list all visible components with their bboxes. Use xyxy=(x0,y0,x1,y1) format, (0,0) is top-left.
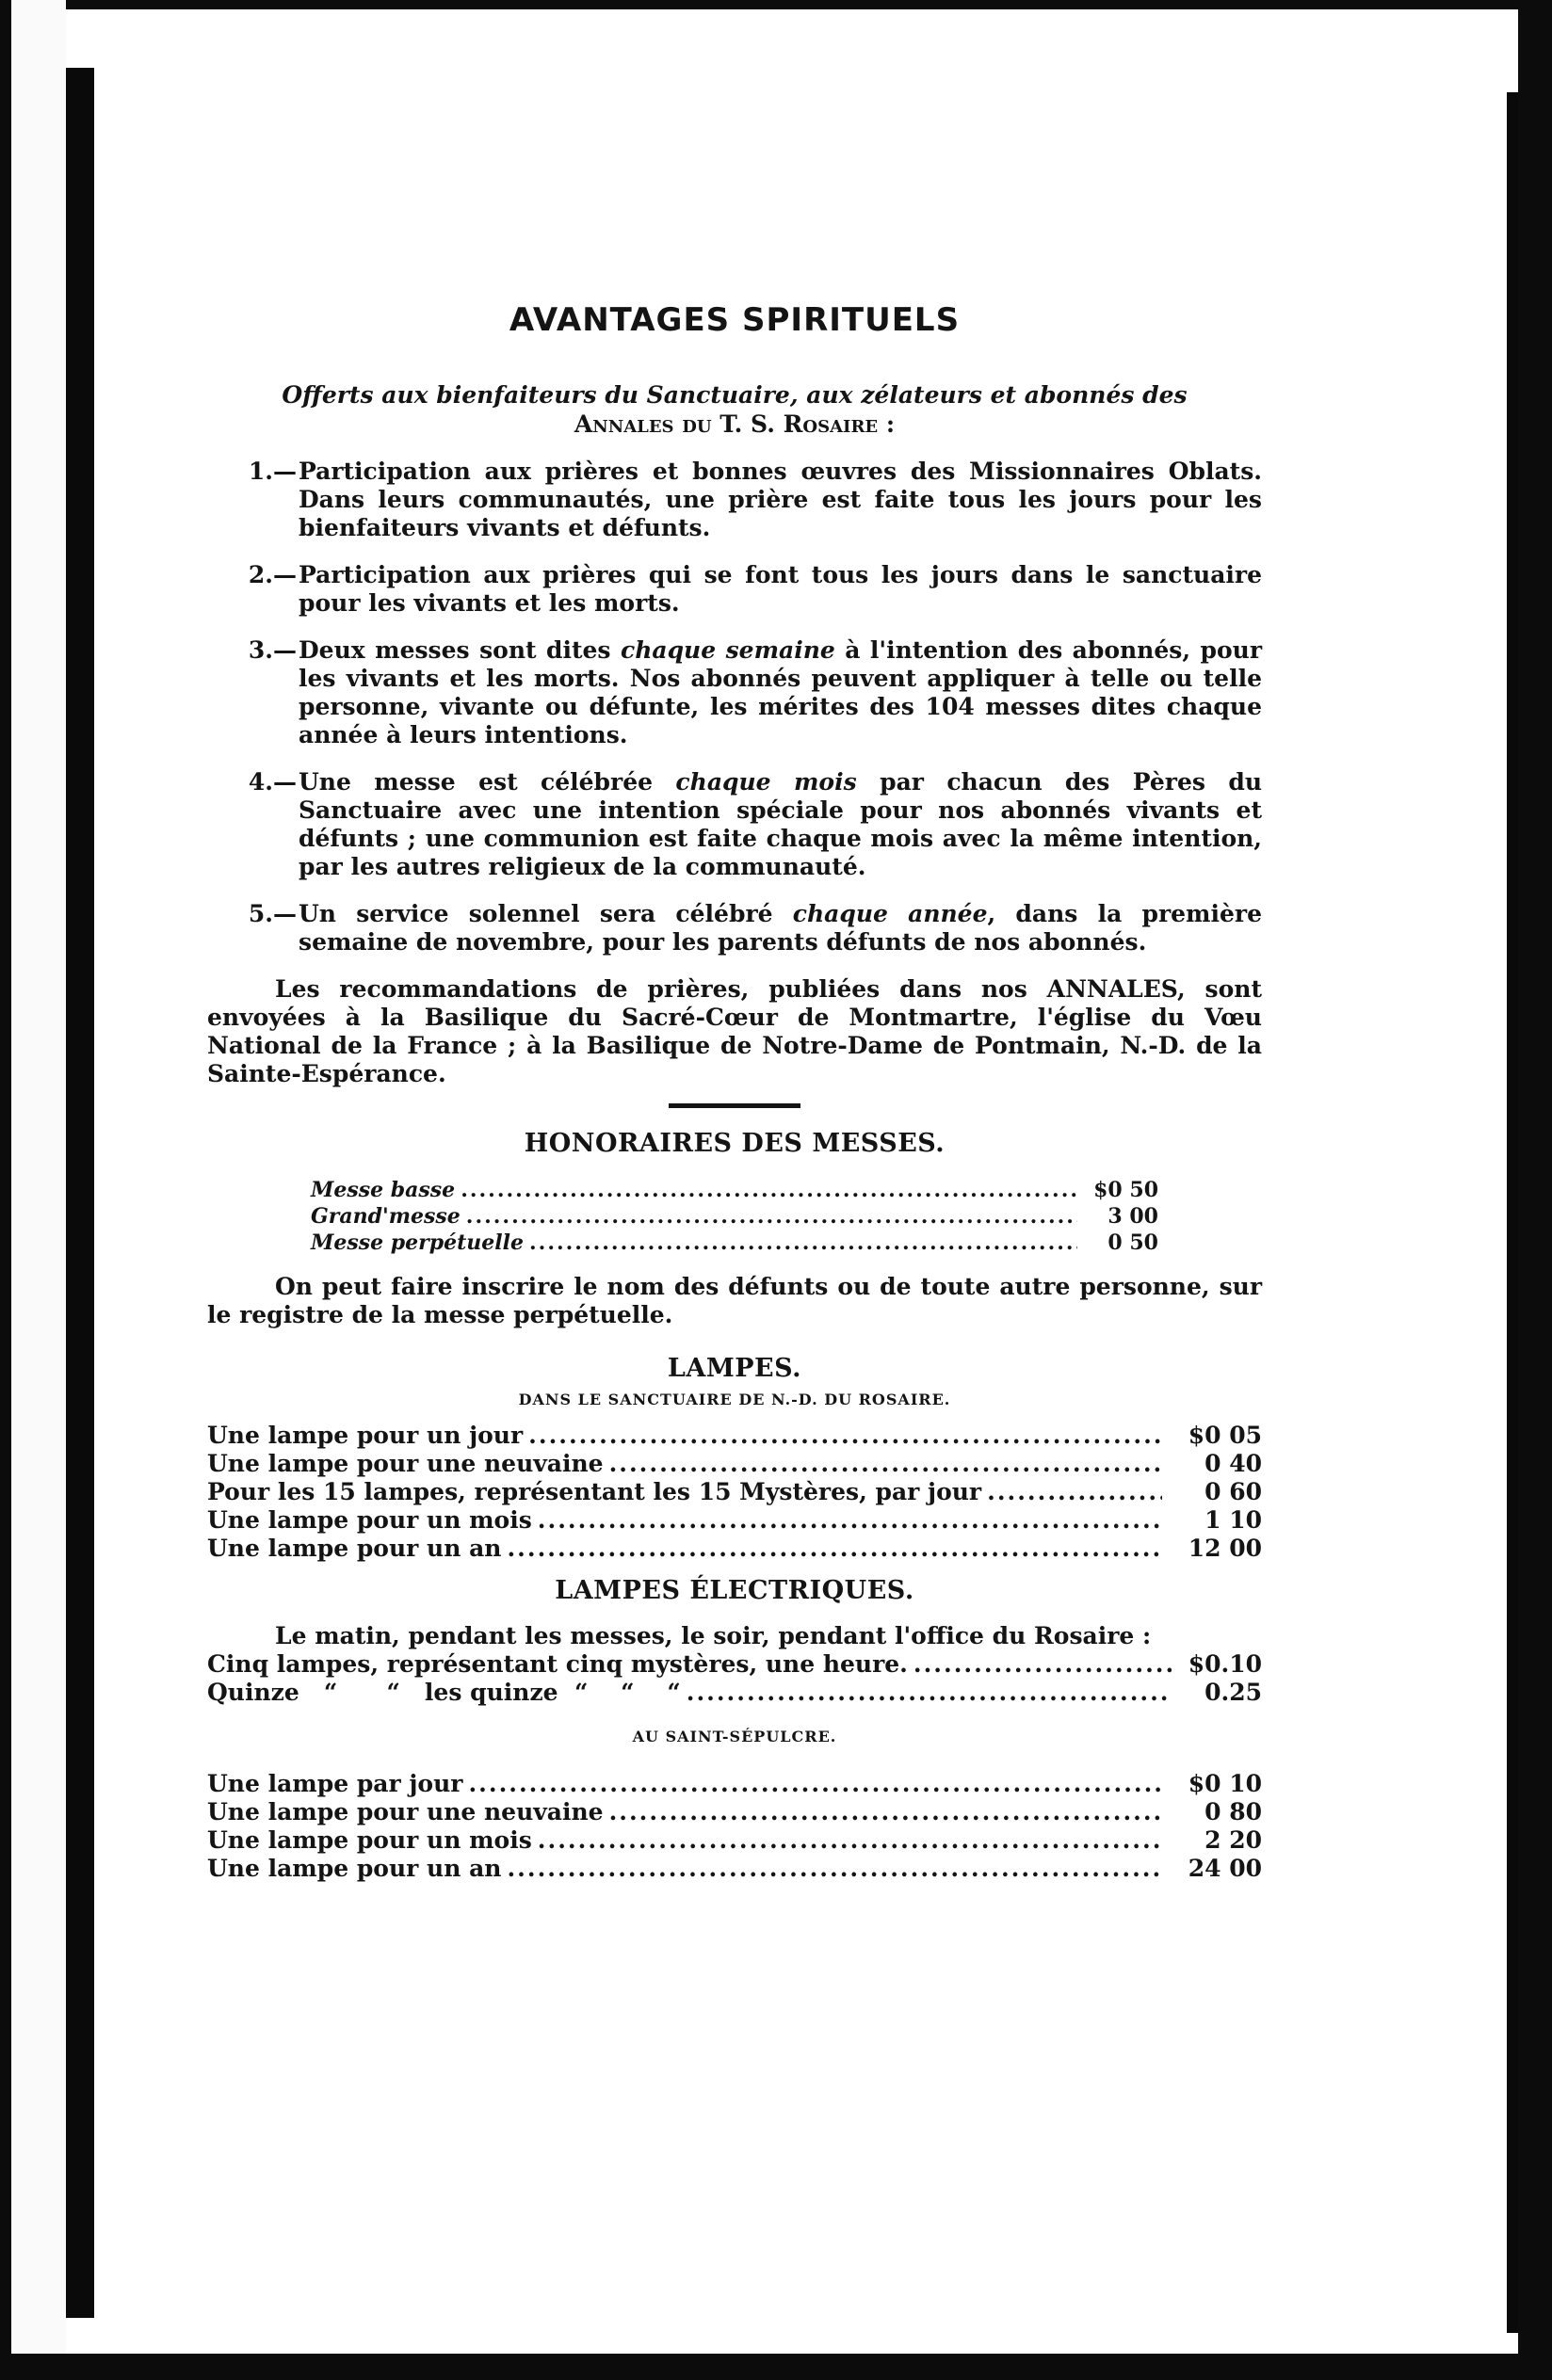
price-value: 0.25 xyxy=(1204,1679,1262,1706)
leader-dots xyxy=(528,1422,1162,1450)
price-label: Messe basse xyxy=(311,1178,456,1202)
offered-line: Offerts aux bienfaiteurs du Sanctuaire, aux zélateurs et abonnés des xyxy=(282,381,1188,409)
lamps-price-list xyxy=(207,1422,1262,1563)
item-emphasis: chaque semaine xyxy=(620,636,835,664)
electric-lamps-intro: Le matin, pendant les messes, le soir, pendant l'office du Rosaire : xyxy=(275,1622,1152,1649)
advantage-item xyxy=(207,458,1262,542)
price-value: 0 60 xyxy=(1204,1478,1262,1505)
item-text-start: Un service solennel sera célébré xyxy=(299,900,793,927)
section-divider xyxy=(669,1103,800,1108)
price-label: Une lampe pour un jour xyxy=(207,1422,524,1449)
price-row xyxy=(207,1855,1262,1883)
price-label: Une lampe pour un mois xyxy=(207,1826,532,1854)
electric-lamps-title: LAMPES ÉLECTRIQUES. xyxy=(555,1576,914,1605)
price-row xyxy=(207,1770,1262,1798)
price-label: Cinq lampes, représentant cinq mystères, une heure. xyxy=(207,1650,908,1678)
price-row xyxy=(207,1650,1262,1679)
page-spine xyxy=(66,68,94,2318)
price-row xyxy=(207,1826,1262,1855)
item-number: 1.— xyxy=(248,458,297,485)
leader-dots xyxy=(609,1798,1162,1826)
price-label: Une lampe pour une neuvaine xyxy=(207,1798,604,1825)
leader-dots xyxy=(687,1679,1172,1707)
item-number: 3.— xyxy=(248,636,297,664)
price-value: 0 80 xyxy=(1204,1798,1262,1825)
price-row xyxy=(207,1506,1262,1535)
price-label: Une lampe pour un mois xyxy=(207,1506,532,1534)
recommendations-paragraph: Les recommandations de prières, publiées dans nos ANNALES, sont envoyées à la Basilique du Sacré-Cœur de Montmartre, l'église du Vœu National de la France ; à la Basilique de Notre-Dame de Pontmain, N.-D. de la Sainte-Espérance. xyxy=(207,975,1262,1087)
scan-border-left xyxy=(0,0,11,2380)
page-title: AVANTAGES SPIRITUELS xyxy=(509,301,961,339)
honoraires-title: HONORAIRES DES MESSES. xyxy=(524,1129,946,1158)
price-label: Une lampe pour une neuvaine xyxy=(207,1450,604,1477)
item-text-start: Une messe est célébrée xyxy=(299,768,676,796)
price-row xyxy=(207,1450,1262,1478)
item-text: Participation aux prières qui se font tous les jours dans le sanctuaire pour les vivants et les morts. xyxy=(299,561,1262,617)
price-label: Grand'messe xyxy=(311,1204,461,1229)
scan-border-bottom xyxy=(0,2354,1552,2380)
leader-dots xyxy=(529,1230,1077,1256)
leader-dots xyxy=(538,1506,1162,1535)
price-row xyxy=(311,1203,1158,1230)
price-value: 24 00 xyxy=(1188,1855,1262,1882)
lampes-subtitle: DANS LE SANCTUAIRE DE N.-D. DU ROSAIRE. xyxy=(518,1391,951,1408)
price-value: 3 00 xyxy=(1107,1204,1158,1229)
price-value: $0 50 xyxy=(1093,1178,1158,1202)
item-text xyxy=(299,636,1262,749)
item-number: 2.— xyxy=(248,561,297,588)
electric-price-list xyxy=(207,1650,1262,1707)
sepulcre-price-list xyxy=(207,1770,1262,1883)
advantages-list xyxy=(207,458,1262,957)
item-number: 5.— xyxy=(248,900,297,927)
price-value: $0.10 xyxy=(1188,1650,1262,1678)
annales-line: Annales du T. S. Rosaire : xyxy=(574,410,896,438)
advantage-item xyxy=(207,900,1262,957)
price-value: 2 20 xyxy=(1204,1826,1262,1854)
item-text xyxy=(299,900,1262,957)
price-value: 0 50 xyxy=(1107,1230,1158,1255)
price-value: $0 05 xyxy=(1188,1422,1262,1449)
price-row xyxy=(207,1422,1262,1450)
document-page xyxy=(207,301,1262,1883)
scan-gutter xyxy=(11,0,66,2380)
price-label: Quinze “ “ les quinze “ “ “ xyxy=(207,1679,681,1706)
item-emphasis: chaque mois xyxy=(675,768,857,796)
leader-dots xyxy=(507,1535,1162,1563)
price-row xyxy=(207,1679,1262,1707)
offered-heading xyxy=(207,380,1262,439)
item-text-end: , dans la première semaine de novembre, pour les parents défunts de nos abonnés. xyxy=(299,900,1262,956)
price-row xyxy=(207,1798,1262,1826)
perpetual-mass-note: On peut faire inscrire le nom des défunts ou de toute autre personne, sur le registre de la messe perpétuelle. xyxy=(207,1273,1262,1328)
leader-dots xyxy=(609,1450,1162,1478)
sepulcre-subtitle: AU SAINT-SÉPULCRE. xyxy=(632,1728,837,1745)
leader-dots xyxy=(913,1650,1172,1679)
price-label: Messe perpétuelle xyxy=(311,1230,524,1255)
item-text-end: à l'intention des abonnés, pour les vivants et les morts. Nos abonnés peuvent appliquer à telle ou telle personne, vivante ou défunte, les mérites des 104 messes dites chaque année à leurs intentions. xyxy=(299,636,1263,748)
price-row xyxy=(207,1478,1262,1506)
price-value: 1 10 xyxy=(1204,1506,1262,1534)
price-label: Une lampe par jour xyxy=(207,1770,463,1797)
item-text-start: Deux messes sont dites xyxy=(299,636,621,664)
leader-dots xyxy=(466,1203,1077,1230)
masses-price-list xyxy=(311,1177,1158,1256)
lampes-title: LAMPES. xyxy=(667,1354,802,1383)
price-label: Une lampe pour un an xyxy=(207,1855,502,1882)
leader-dots xyxy=(987,1478,1162,1506)
price-row xyxy=(311,1230,1158,1256)
leader-dots xyxy=(507,1855,1162,1883)
item-text xyxy=(299,768,1262,881)
price-label: Pour les 15 lampes, représentant les 15 Mystères, par jour xyxy=(207,1478,982,1505)
advantage-item xyxy=(207,561,1262,618)
advantage-item xyxy=(207,768,1262,881)
advantage-item xyxy=(207,636,1262,749)
price-value: 12 00 xyxy=(1188,1535,1262,1562)
leader-dots xyxy=(468,1770,1162,1798)
item-text: Participation aux prières et bonnes œuvres des Missionnaires Oblats. Dans leurs communautés, une prière est faite tous les jours pour les bienfaiteurs vivants et défunts. xyxy=(299,458,1262,541)
leader-dots xyxy=(461,1177,1077,1203)
page-edge xyxy=(1507,92,1518,2333)
item-text-end: par chacun des Pères du Sanctuaire avec une intention spéciale pour nos abonnés vivants et défunts ; une communion est faite chaque mois avec la même intention, par les autres religieux de la communauté. xyxy=(299,768,1263,880)
price-value: $0 10 xyxy=(1188,1770,1262,1797)
item-number: 4.— xyxy=(248,768,297,796)
price-row xyxy=(311,1177,1158,1203)
price-label: Une lampe pour un an xyxy=(207,1535,502,1562)
price-value: 0 40 xyxy=(1204,1450,1262,1477)
price-row xyxy=(207,1535,1262,1563)
scan-border-top xyxy=(0,0,1552,9)
leader-dots xyxy=(538,1826,1162,1855)
scan-border-right xyxy=(1518,0,1552,2380)
item-emphasis: chaque année xyxy=(792,900,988,927)
